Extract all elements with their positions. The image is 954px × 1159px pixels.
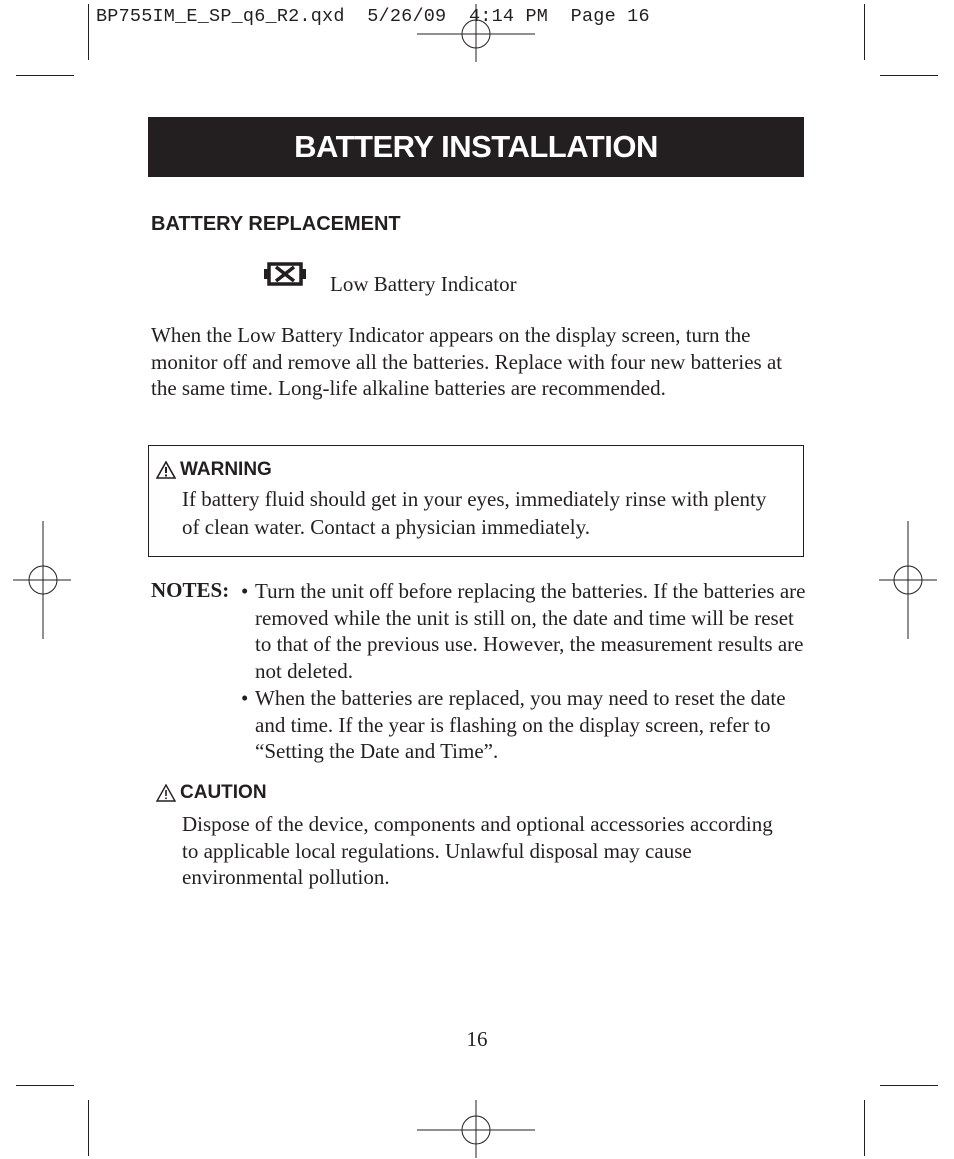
note-text: When the batteries are replaced, you may need to reset the date and time. If the year is flashing on the display screen, refer to “Setting the Date and Time”.	[255, 686, 786, 764]
caution-text: Dispose of the device, components and optional accessories according to applicable local regulations. Unlawful disposal may cause environmental pollution.	[182, 812, 773, 890]
note-bullet: •	[241, 579, 249, 603]
registration-mark-icon	[879, 521, 937, 639]
caution-label: CAUTION	[180, 782, 267, 803]
title-bar	[148, 117, 804, 177]
printer-slug: BP755IM_E_SP_q6_R2.qxd 5/26/09 4:14 PM Page 16	[96, 6, 650, 27]
section-heading: BATTERY REPLACEMENT	[151, 213, 401, 235]
warning-label: WARNING	[180, 459, 272, 480]
caution-heading	[156, 782, 267, 804]
registration-mark-icon	[417, 1100, 535, 1158]
warning-heading	[156, 459, 272, 481]
caution-triangle-icon	[156, 784, 176, 802]
registration-mark-icon	[13, 521, 71, 639]
registration-mark-icon	[417, 4, 535, 62]
page-title: BATTERY INSTALLATION	[294, 129, 658, 164]
intro-paragraph: When the Low Battery Indicator appears on the display screen, turn the monitor off and remove all the batteries. Replace with four new batteries at the same time. Long-life alkaline batteries are recommended.	[151, 323, 783, 400]
low-battery-icon	[264, 259, 306, 289]
notes-label: NOTES:	[151, 578, 230, 602]
page-number: 16	[466, 1027, 488, 1051]
note-bullet: •	[241, 686, 249, 710]
warning-triangle-icon	[156, 461, 176, 479]
low-battery-label: Low Battery Indicator	[330, 272, 517, 296]
note-text: Turn the unit off before replacing the batteries. If the batteries are removed while the unit is still on, the date and time will be reset to that of the previous use. However, the measurement results are not deleted.	[255, 579, 806, 684]
warning-text: If battery fluid should get in your eyes, immediately rinse with plenty of clean water. Contact a physician immediately.	[182, 487, 767, 539]
